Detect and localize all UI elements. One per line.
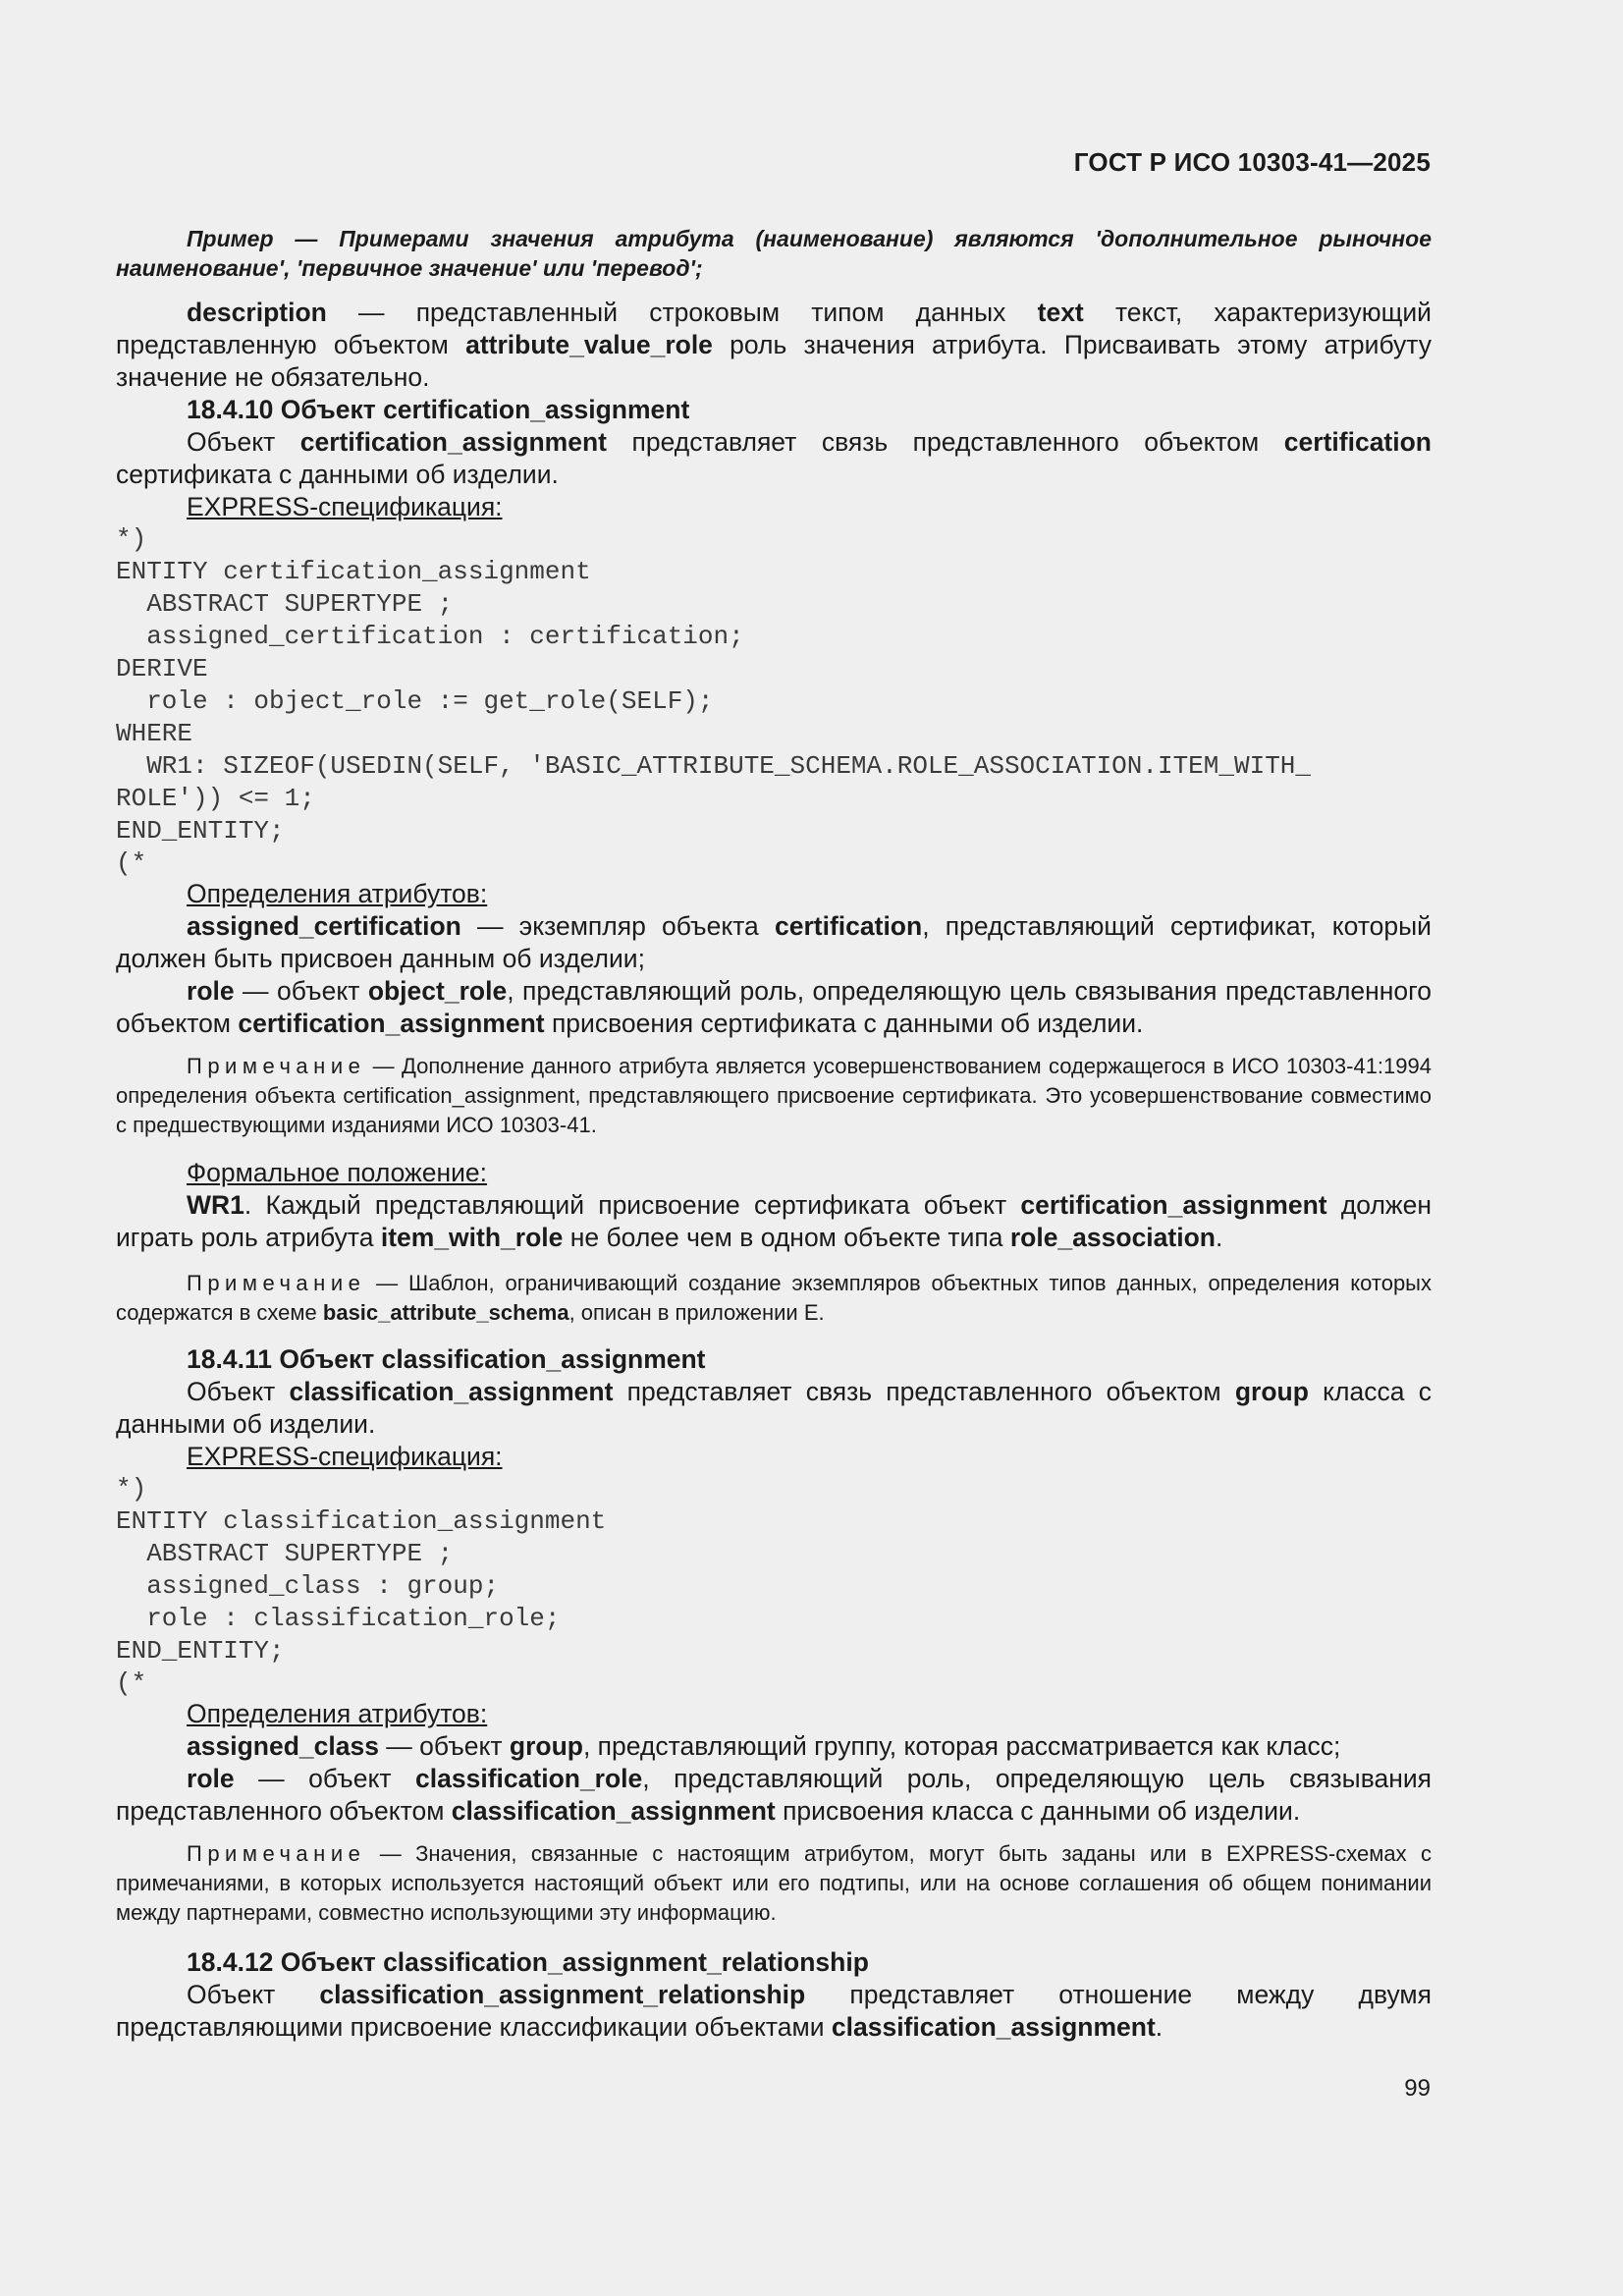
attr-definition: assigned_class — объект group, представляющий группу, которая рассматривается как класс; [187, 1731, 1341, 1761]
page-number: 99 [1404, 2075, 1431, 2102]
example-paragraph: Пример — Примерами значения атрибута (наименование) являются 'дополнительное рыночное наименование', 'первичное значение' или 'перевод'; [116, 226, 1432, 281]
formal-rule-wr1: WR1. Каждый представляющий присвоение сертификата объект certification_assignment должен играть роль атрибута item_with_role не более чем в одном объекте типа role_association. [116, 1190, 1433, 1252]
code-line: ABSTRACT SUPERTYPE ; [116, 589, 454, 619]
code-line: END_ENTITY; [116, 816, 285, 846]
note-paragraph: Примечание — Значения, связанные с настоящим атрибутом, могут быть заданы или в EXPRESS-схемах с примечаниями, в которых используется настоящий объект или его подтипы, или на основе соглашения об общем понимании между партнерами, совместно использующими эту информацию. [116, 1841, 1432, 1925]
note-paragraph: Примечание — Дополнение данного атрибута является усовершенствованием содержащегося в ИСО 10303-41:1994 определения объекта certification_assignment, представляющего присвоение сертификата. Это усовершенствование совместимо с предшествующими изданиями ИСО 10303-41. [116, 1054, 1432, 1137]
code-line: (* [116, 1668, 147, 1698]
document-header: ГОСТ Р ИСО 10303-41—2025 [1073, 147, 1431, 177]
code-line: ROLE')) <= 1; [116, 784, 315, 813]
attr-definitions-label: Определения атрибутов: [187, 1699, 488, 1728]
note-paragraph: Примечание — Шаблон, ограничивающий создание экземпляров объектных типов данных, определения которых содержатся в схеме basic_attribute_schema, описан в приложении E. [116, 1271, 1432, 1325]
section-intro: Объект classification_assignment представляет связь представленного объектом group класса с данными об изделии. [116, 1377, 1432, 1439]
section-intro: Объект classification_assignment_relationship представляет отношение между двумя представляющими присвоение классификации объектами classification_assignment. [116, 1980, 1432, 2042]
code-line: WR1: SIZEOF(USEDIN(SELF, 'BASIC_ATTRIBUTE_SCHEMA.ROLE_ASSOCIATION.ITEM_WITH_ [116, 751, 1311, 781]
code-line: END_ENTITY; [116, 1636, 285, 1666]
code-line: role : classification_role; [116, 1604, 561, 1633]
code-line: DERIVE [116, 654, 208, 683]
attr-definition: assigned_certification — экземпляр объекта certification, представляющий сертификат, который должен быть присвоен данным об изделии; [116, 911, 1432, 973]
term: description [187, 298, 327, 327]
code-line: assigned_class : group; [116, 1571, 500, 1601]
section-heading-18-4-10: 18.4.10 Объект certification_assignment [187, 395, 690, 424]
code-line: ENTITY classification_assignment [116, 1506, 607, 1536]
code-line: assigned_certification : certification; [116, 622, 744, 651]
express-code-block [116, 523, 1432, 880]
attr-definitions-label: Определения атрибутов: [187, 879, 488, 908]
section-heading-18-4-11: 18.4.11 Объект classification_assignment [187, 1344, 706, 1374]
code-line: WHERE [116, 719, 193, 748]
code-line: ABSTRACT SUPERTYPE ; [116, 1539, 454, 1568]
code-line: role : object_role := get_role(SELF); [116, 686, 714, 716]
code-line: ENTITY certification_assignment [116, 557, 591, 586]
code-line: (* [116, 848, 147, 878]
express-code-block [116, 1473, 1432, 1700]
formal-statement-label: Формальное положение: [187, 1158, 488, 1187]
attr-definition: role — объект object_role, представляющий роль, определяющую цель связывания представленного объектом certification_assignment присвоения сертификата с данными об изделии. [116, 976, 1432, 1038]
code-line: *) [116, 524, 147, 554]
section-heading-18-4-12: 18.4.12 Объект classification_assignment_relationship [187, 1947, 869, 1977]
express-spec-label: EXPRESS-спецификация: [187, 492, 503, 521]
section-intro: Объект certification_assignment представляет связь представленного объектом certification сертификата с данными об изделии. [116, 427, 1432, 489]
express-spec-label: EXPRESS-спецификация: [187, 1442, 503, 1471]
code-line: *) [116, 1474, 147, 1503]
attr-definition: role — объект classification_role, представляющий роль, определяющую цель связывания представленного объектом classification_assignment присвоения класса с данными об изделии. [116, 1764, 1432, 1826]
description-paragraph: description — представленный строковым типом данных text текст, характеризующий представленную объектом attribute_value_role роль значения атрибута. Присваивать этому атрибуту значение не обязательно. [116, 298, 1432, 392]
